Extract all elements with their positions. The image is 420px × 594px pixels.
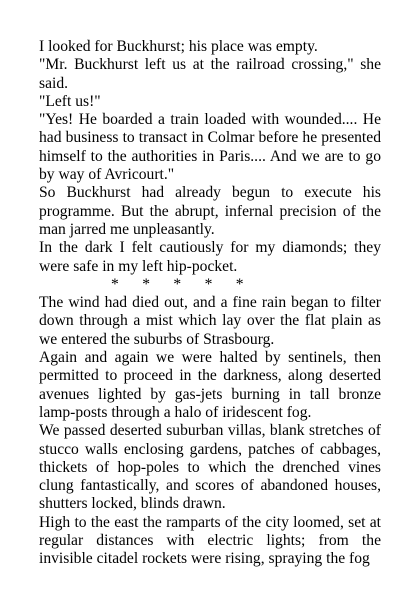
paragraph: We passed deserted suburban villas, blank stretches of stucco walls enclosing gardens, patches of cabbages, thickets of hop-poles to which the drenched vines clung fantastically, and scores of abandoned houses, shutters locked, blinds drawn. [39,422,381,513]
paragraph: Again and again we were halted by sentinels, then permitted to proceed in the darkness, along deserted avenues lighted by gas-jets burning in tall bronze lamp-posts through a halo of iridescent fog. [39,349,381,421]
paragraph: In the dark I felt cautiously for my diamonds; they were safe in my left hip-pocket. [39,239,381,275]
paragraph: I looked for Buckhurst; his place was empty. [39,38,318,55]
paragraph: The wind had died out, and a fine rain began to filter down through a mist which lay over the flat plain as we entered the suburbs of Strasbourg. [39,294,381,348]
book-page [39,38,381,569]
section-separator: * * * * * [111,275,244,293]
paragraph: So Buckhurst had already begun to execute his programme. But the abrupt, infernal precision of the man jarred me unpleasantly. [39,184,381,238]
paragraph: "Mr. Buckhurst left us at the railroad crossing," she said. [39,56,381,92]
paragraph: "Left us!" [39,92,101,110]
paragraph: High to the east the ramparts of the city loomed, set at regular distances with electric lights; from the invisible citadel rockets were rising, spraying the fog [39,513,381,568]
paragraph: "Yes! He boarded a train loaded with wounded.... He had business to transact in Colmar before he presented himself to the authorities in Paris.... And we are to go by way of Avricourt." [39,111,381,184]
